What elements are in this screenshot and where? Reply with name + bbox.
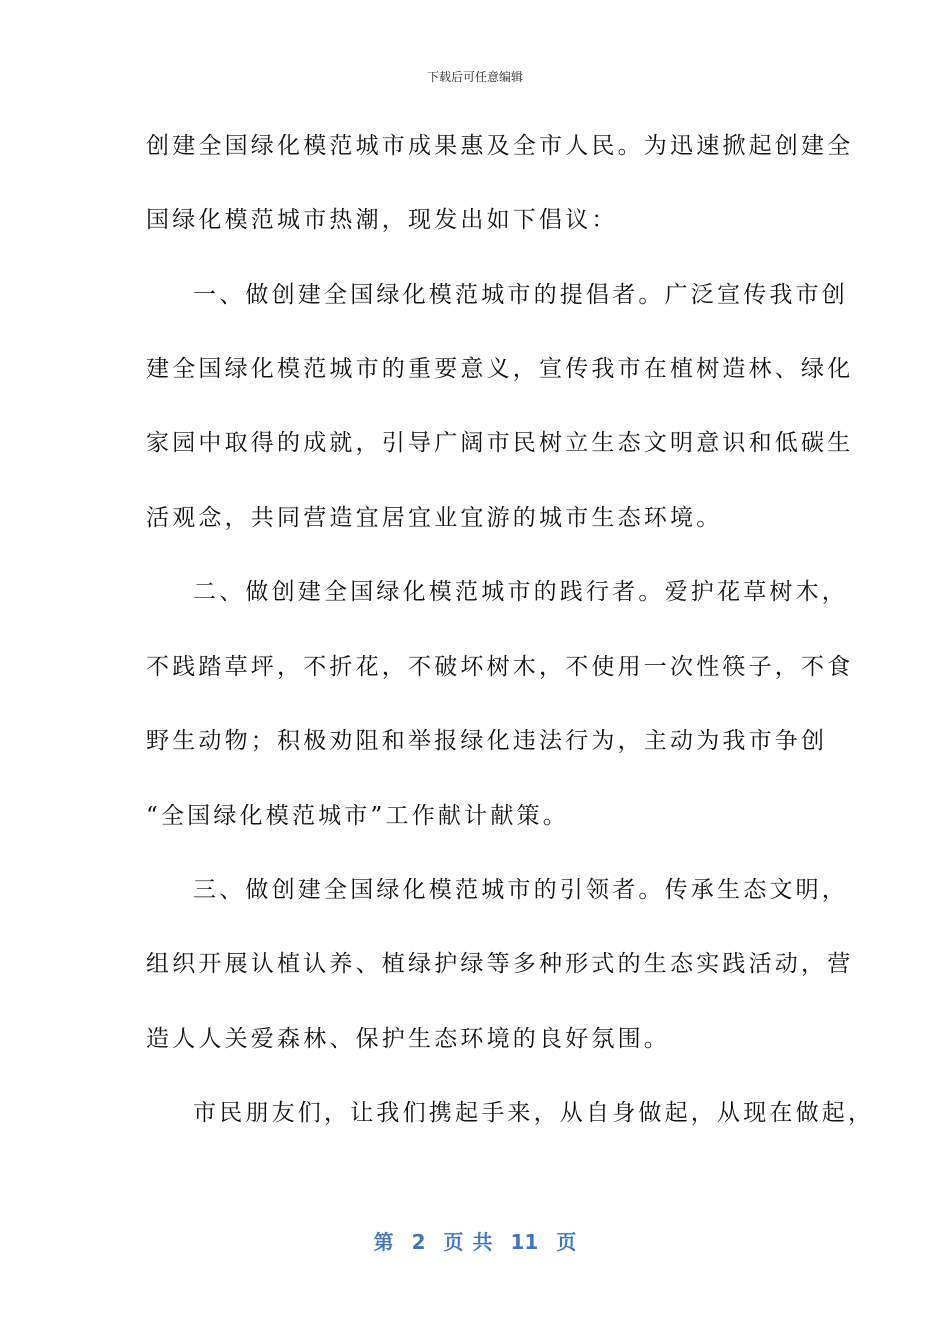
footer-middle: 页 共 — [443, 1230, 493, 1254]
text-line: “全国绿化模范城市”工作献计献策。 — [146, 803, 569, 829]
text-line: 不践踏草坪，不折花，不破坏树木，不使用一次性筷子，不食 — [146, 654, 854, 680]
paragraph-start-1: 一、做创建全国绿化模范城市的提倡者。广泛宣传我市创 — [193, 282, 848, 308]
text-line: 组织开展认植认养、植绿护绿等多种形式的生态实践活动，营 — [146, 951, 854, 977]
footer-prefix: 第 — [373, 1230, 394, 1254]
footer-page-number: 2 — [411, 1230, 426, 1254]
text-line: 创建全国绿化模范城市成果惠及全市人民。为迅速掀起创建全 — [146, 133, 854, 159]
footer-total-pages: 11 — [510, 1230, 539, 1254]
text-line: 家园中取得的成就，引导广阔市民树立生态文明意识和低碳生 — [146, 430, 854, 456]
paragraph-start-2: 二、做创建全国绿化模范城市的践行者。爱护花草树木， — [193, 579, 848, 605]
text-line: 国绿化模范城市热潮，现发出如下倡议： — [146, 207, 618, 233]
text-line: 活观念，共同营造宜居宜业宜游的城市生态环境。 — [146, 505, 723, 531]
text-line: 建全国绿化模范城市的重要意义，宣传我市在植树造林、绿化 — [146, 356, 854, 382]
text-line: 野生动物；积极劝阻和举报绿化违法行为，主动为我市争创 — [146, 728, 828, 754]
text-line: 造人人关爱森林、保护生态环境的良好氛围。 — [146, 1026, 670, 1052]
header-note: 下载后可任意编辑 — [426, 70, 523, 84]
paragraph-start-3: 三、做创建全国绿化模范城市的引领者。传承生态文明， — [193, 877, 848, 903]
footer-suffix: 页 — [556, 1230, 577, 1254]
page-footer — [0, 1226, 950, 1255]
paragraph-start-4: 市民朋友们，让我们携起手来，从自身做起，从现在做起， — [193, 1100, 875, 1126]
